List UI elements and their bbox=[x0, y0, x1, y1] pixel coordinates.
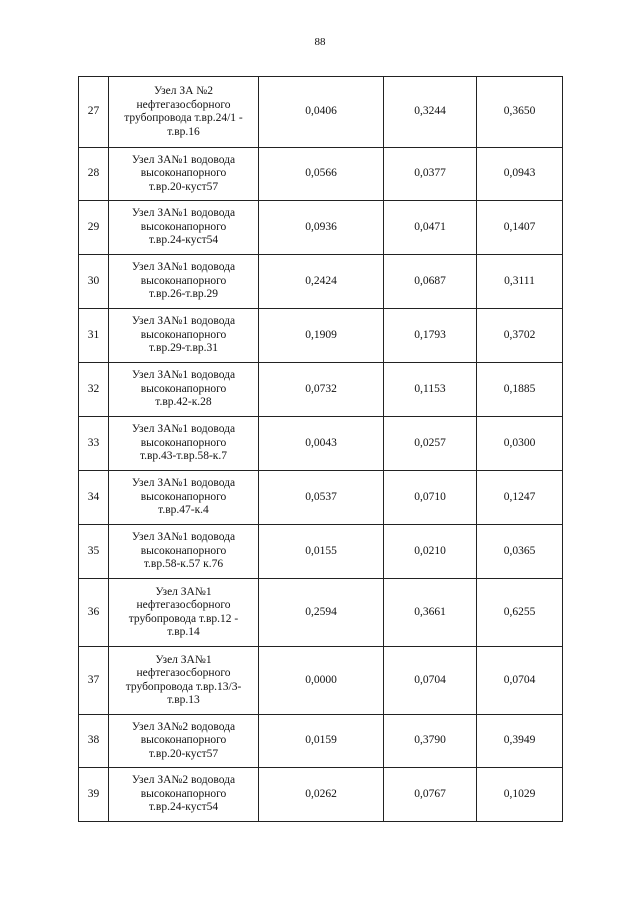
node-name: Узел ЗА№1 водовода высоконапорного т.вр.26-т.вр.29 bbox=[109, 255, 259, 309]
row-number: 35 bbox=[79, 525, 109, 579]
value-1: 0,0155 bbox=[259, 525, 384, 579]
value-1: 0,0406 bbox=[259, 77, 384, 148]
table-row bbox=[79, 715, 563, 768]
value-1: 0,0537 bbox=[259, 471, 384, 525]
value-total: 0,3650 bbox=[477, 77, 563, 148]
row-number: 38 bbox=[79, 715, 109, 768]
value-total: 0,0704 bbox=[477, 647, 563, 715]
row-number: 27 bbox=[79, 77, 109, 148]
value-total: 0,0365 bbox=[477, 525, 563, 579]
value-1: 0,1909 bbox=[259, 309, 384, 363]
table-row bbox=[79, 525, 563, 579]
table-row bbox=[79, 309, 563, 363]
value-1: 0,0000 bbox=[259, 647, 384, 715]
node-name: Узел ЗА№1 нефтегазосборного трубопровода т.вр.12 - т.вр.14 bbox=[109, 579, 259, 647]
value-2: 0,0767 bbox=[384, 768, 477, 822]
value-total: 0,0300 bbox=[477, 417, 563, 471]
value-2: 0,3661 bbox=[384, 579, 477, 647]
value-total: 0,3702 bbox=[477, 309, 563, 363]
value-1: 0,0043 bbox=[259, 417, 384, 471]
value-total: 0,1885 bbox=[477, 363, 563, 417]
value-2: 0,0210 bbox=[384, 525, 477, 579]
node-name: Узел ЗА№1 водовода высоконапорного т.вр.58-к.57 к.76 bbox=[109, 525, 259, 579]
row-number: 28 bbox=[79, 148, 109, 201]
value-2: 0,0710 bbox=[384, 471, 477, 525]
node-name: Узел ЗА№1 водовода высоконапорного т.вр.42-к.28 bbox=[109, 363, 259, 417]
value-1: 0,0936 bbox=[259, 201, 384, 255]
row-number: 37 bbox=[79, 647, 109, 715]
node-name: Узел ЗА№1 водовода высоконапорного т.вр.29-т.вр.31 bbox=[109, 309, 259, 363]
row-number: 29 bbox=[79, 201, 109, 255]
data-table bbox=[78, 76, 563, 822]
value-2: 0,1153 bbox=[384, 363, 477, 417]
table-row bbox=[79, 148, 563, 201]
row-number: 32 bbox=[79, 363, 109, 417]
value-1: 0,2594 bbox=[259, 579, 384, 647]
row-number: 30 bbox=[79, 255, 109, 309]
table-row bbox=[79, 647, 563, 715]
node-name: Узел ЗА№1 водовода высоконапорного т.вр.43-т.вр.58-к.7 bbox=[109, 417, 259, 471]
value-2: 0,0471 bbox=[384, 201, 477, 255]
value-2: 0,3244 bbox=[384, 77, 477, 148]
table-row bbox=[79, 255, 563, 309]
node-name: Узел ЗА№1 водовода высоконапорного т.вр.24-куст54 bbox=[109, 201, 259, 255]
table-row bbox=[79, 363, 563, 417]
table-row bbox=[79, 201, 563, 255]
value-2: 0,0704 bbox=[384, 647, 477, 715]
value-2: 0,0257 bbox=[384, 417, 477, 471]
value-2: 0,1793 bbox=[384, 309, 477, 363]
row-number: 39 bbox=[79, 768, 109, 822]
value-total: 0,3111 bbox=[477, 255, 563, 309]
value-1: 0,0262 bbox=[259, 768, 384, 822]
row-number: 34 bbox=[79, 471, 109, 525]
value-2: 0,0687 bbox=[384, 255, 477, 309]
table-row bbox=[79, 579, 563, 647]
node-name: Узел ЗА№1 нефтегазосборного трубопровода т.вр.13/3- т.вр.13 bbox=[109, 647, 259, 715]
page-number: 88 bbox=[314, 36, 326, 48]
value-total: 0,0943 bbox=[477, 148, 563, 201]
table-row bbox=[79, 768, 563, 822]
node-name: Узел ЗА№1 водовода высоконапорного т.вр.47-к.4 bbox=[109, 471, 259, 525]
table-row bbox=[79, 417, 563, 471]
table-row bbox=[79, 471, 563, 525]
value-total: 0,6255 bbox=[477, 579, 563, 647]
node-name: Узел ЗА№2 водовода высоконапорного т.вр.24-куст54 bbox=[109, 768, 259, 822]
node-name: Узел ЗА №2 нефтегазосборного трубопровода т.вр.24/1 - т.вр.16 bbox=[109, 77, 259, 148]
value-total: 0,1029 bbox=[477, 768, 563, 822]
value-2: 0,3790 bbox=[384, 715, 477, 768]
value-total: 0,3949 bbox=[477, 715, 563, 768]
value-1: 0,0159 bbox=[259, 715, 384, 768]
table-row bbox=[79, 77, 563, 148]
row-number: 36 bbox=[79, 579, 109, 647]
node-name: Узел ЗА№1 водовода высоконапорного т.вр.20-куст57 bbox=[109, 148, 259, 201]
value-1: 0,0566 bbox=[259, 148, 384, 201]
row-number: 33 bbox=[79, 417, 109, 471]
value-1: 0,0732 bbox=[259, 363, 384, 417]
value-1: 0,2424 bbox=[259, 255, 384, 309]
value-2: 0,0377 bbox=[384, 148, 477, 201]
row-number: 31 bbox=[79, 309, 109, 363]
value-total: 0,1247 bbox=[477, 471, 563, 525]
value-total: 0,1407 bbox=[477, 201, 563, 255]
node-name: Узел ЗА№2 водовода высоконапорного т.вр.20-куст57 bbox=[109, 715, 259, 768]
